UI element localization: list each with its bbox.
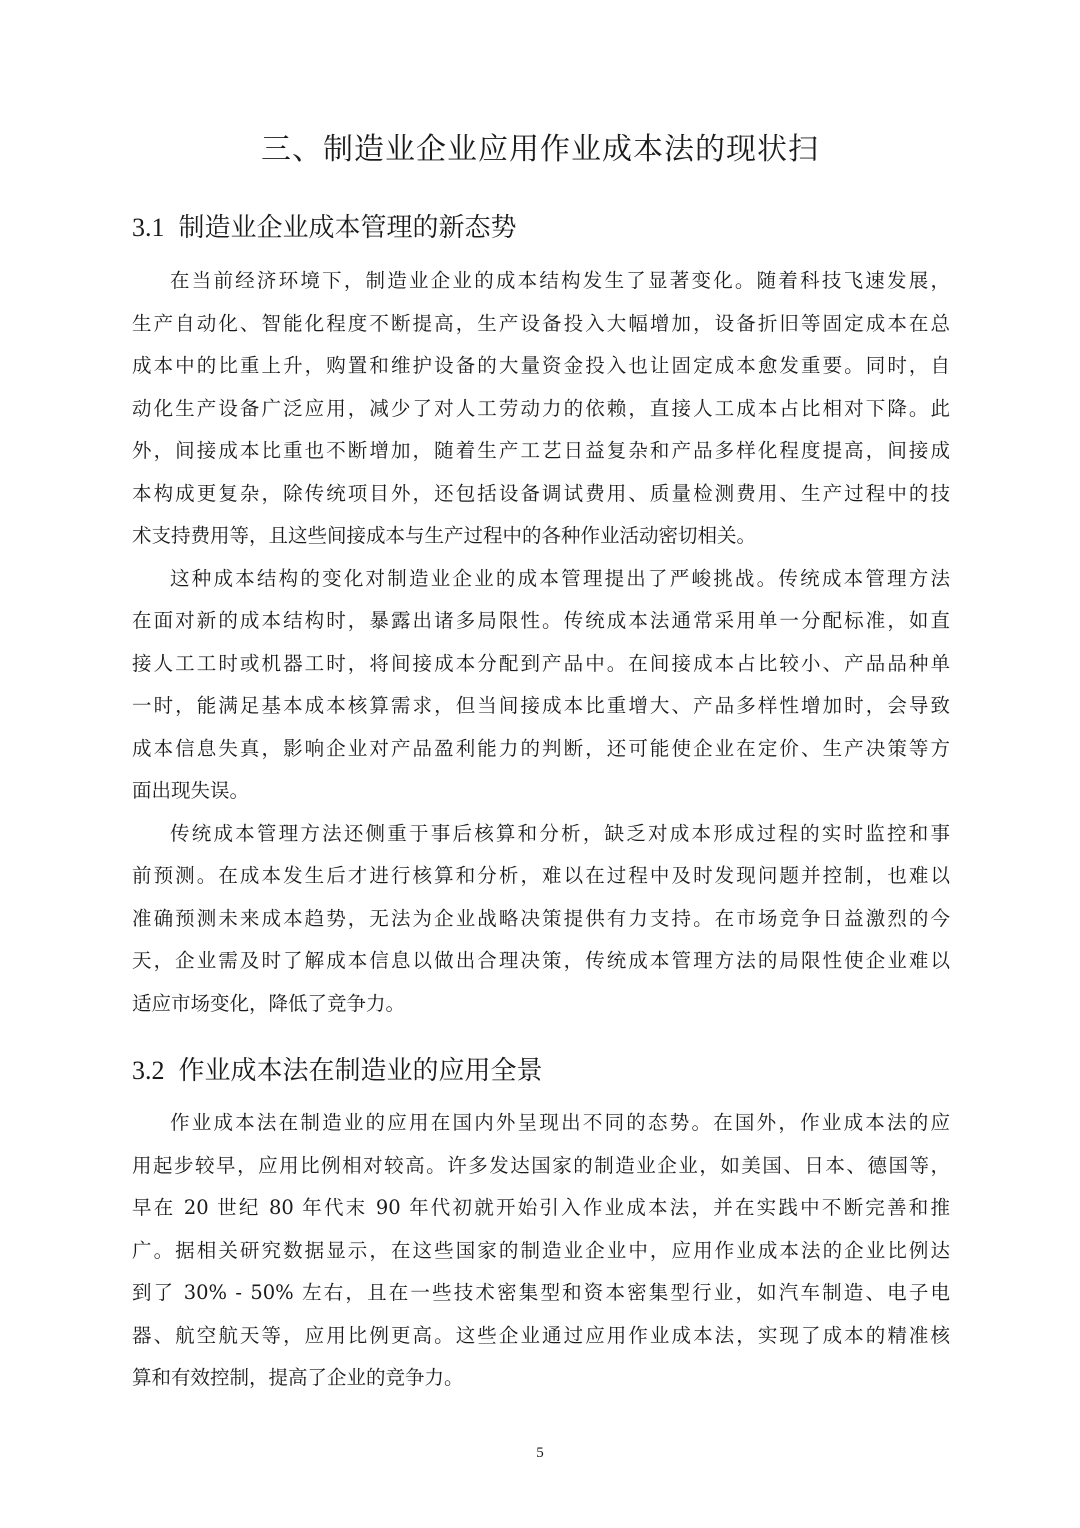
text-line: 生产自动化、智能化程度不断提高，生产设备投入大幅增加，设备折旧等固定成本在总 (132, 311, 950, 335)
text-line: 前预测。在成本发生后才进行核算和分析，难以在过程中及时发现问题并控制，也难以 (132, 864, 950, 887)
text-line: 传统成本管理方法还侧重于事后核算和分析，缺乏对成本形成过程的实时监控和事 (170, 821, 950, 845)
section-title: 制造业企业成本管理的新态势 (178, 213, 517, 243)
text-line: 成本信息失真，影响企业对产品盈利能力的判断，还可能使企业在定价、生产决策等方 (132, 736, 950, 760)
section-number: 3.2 (132, 1056, 165, 1085)
text-line: 一时，能满足基本成本核算需求，但当间接成本比重增大、产品多样性增加时，会导致 (132, 694, 950, 717)
section-number: 3.1 (132, 213, 165, 242)
text-line: 外，间接成本比重也不断增加，随着生产工艺日益复杂和产品多样化程度提高，间接成 (132, 439, 950, 462)
paragraph (132, 260, 950, 1025)
section-title: 作业成本法在制造业的应用全景 (178, 1056, 543, 1086)
text-line: 术支持费用等，且这些间接成本与生产过程中的各种作业活动密切相关。 (132, 524, 757, 547)
text-line: 算和有效控制，提高了企业的竞争力。 (132, 1366, 464, 1389)
paragraph (132, 1102, 950, 1400)
text-line: 到了 30% - 50% 左右，且在一些技术密集型和资本密集型行业，如汽车制造、电子电 (132, 1281, 950, 1304)
page-number: 5 (536, 1445, 544, 1461)
text-line: 作业成本法在制造业的应用在国内外呈现出不同的态势。在国外，作业成本法的应 (170, 1111, 950, 1134)
text-line: 在面对新的成本结构时，暴露出诸多局限性。传统成本法通常采用单一分配标准，如直 (132, 609, 950, 632)
chapter-title: 三、制造业企业应用作业成本法的现状扫 (261, 132, 819, 167)
text-line: 成本中的比重上升，购置和维护设备的大量资金投入也让固定成本愈发重要。同时，自 (132, 354, 950, 377)
text-line: 天，企业需及时了解成本信息以做出合理决策，传统成本管理方法的局限性使企业难以 (132, 949, 950, 972)
text-line: 用起步较早，应用比例相对较高。许多发达国家的制造业企业，如美国、日本、德国等， (132, 1153, 950, 1177)
text-line: 面出现失误。 (132, 779, 250, 802)
text-line: 本构成更复杂，除传统项目外，还包括设备调试费用、质量检测费用、生产过程中的技 (132, 481, 950, 505)
text-line: 动化生产设备广泛应用，减少了对人工劳动力的依赖，直接人工成本占比相对下降。此 (132, 396, 950, 420)
text-line: 早在 20 世纪 80 年代末 90 年代初就开始引入作业成本法，并在实践中不断完善和推 (132, 1196, 950, 1219)
text-line: 适应市场变化，降低了竞争力。 (132, 991, 406, 1015)
text-line: 器、航空航天等，应用比例更高。这些企业通过应用作业成本法，实现了成本的精准核 (132, 1323, 950, 1347)
text-line: 接人工工时或机器工时，将间接成本分配到产品中。在间接成本占比较小、产品品种单 (132, 651, 950, 675)
section-heading-3-1 (132, 208, 952, 248)
text-line: 在当前经济环境下，制造业企业的成本结构发生了显著变化。随着科技飞速发展， (170, 269, 950, 292)
text-line: 准确预测未来成本趋势，无法为企业战略决策提供有力支持。在市场竞争日益激烈的今 (132, 906, 950, 930)
section-heading-3-2 (132, 1051, 952, 1091)
text-line: 广。据相关研究数据显示，在这些国家的制造业企业中，应用作业成本法的企业比例达 (132, 1238, 950, 1262)
text-line: 这种成本结构的变化对制造业企业的成本管理提出了严峻挑战。传统成本管理方法 (170, 566, 950, 590)
